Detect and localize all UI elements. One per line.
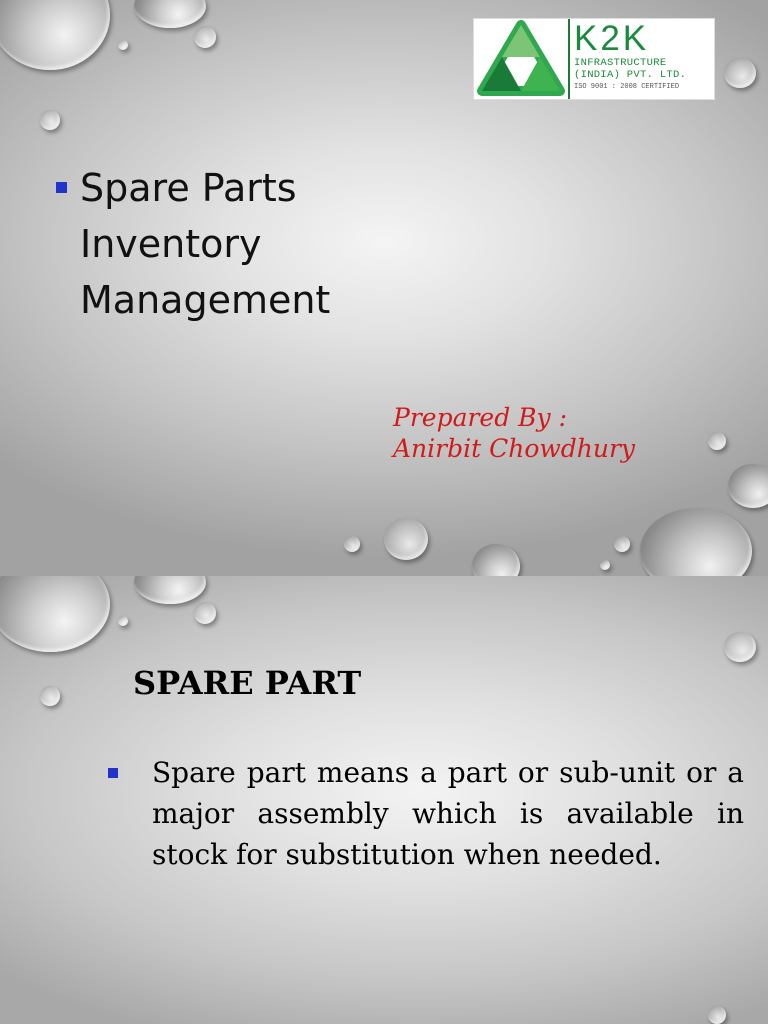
- bullet-square-icon: [56, 182, 67, 193]
- water-droplet-decoration: [600, 560, 610, 570]
- logo-text-block: [568, 19, 714, 99]
- water-droplet-decoration: [194, 26, 216, 48]
- bullet-text: Spare part means a part or sub-unit or a major assembly which is available in stock for substitution when needed.: [152, 756, 744, 871]
- triangle-logo-icon: [474, 19, 568, 99]
- logo-iso-certification: ISO 9001 : 2008 CERTIFIED: [574, 83, 680, 91]
- water-droplet-decoration: [640, 508, 752, 576]
- company-logo: [473, 18, 715, 100]
- water-droplet-decoration: [384, 518, 428, 560]
- water-droplet-decoration: [194, 602, 216, 624]
- water-droplet-decoration: [724, 58, 756, 88]
- water-droplet-decoration: [708, 1006, 726, 1024]
- section-heading: SPARE PART: [133, 664, 362, 702]
- water-droplet-decoration: [134, 576, 206, 604]
- water-droplet-decoration: [0, 0, 110, 70]
- water-droplet-decoration: [118, 616, 128, 626]
- bullet-square-icon: [108, 768, 118, 778]
- water-droplet-decoration: [708, 432, 726, 450]
- logo-name: K2K: [574, 19, 650, 58]
- prepared-by-text: Prepared By : Anirbit Chowdhury: [393, 403, 636, 463]
- slide-title: Spare Parts Inventory Management: [80, 166, 331, 322]
- logo-line-2: (INDIA) PVT. LTD.: [574, 69, 687, 81]
- water-droplet-decoration: [0, 576, 110, 652]
- water-droplet-decoration: [134, 0, 206, 28]
- logo-line-1: INFRASTRUCTURE: [574, 57, 667, 69]
- water-droplet-decoration: [40, 110, 60, 130]
- water-droplet-decoration: [344, 536, 360, 552]
- slide-2: [0, 576, 768, 1024]
- water-droplet-decoration: [614, 536, 630, 552]
- water-droplet-decoration: [724, 632, 756, 662]
- water-droplet-decoration: [118, 40, 128, 50]
- water-droplet-decoration: [472, 544, 520, 576]
- water-droplet-decoration: [728, 464, 768, 508]
- water-droplet-decoration: [40, 686, 60, 706]
